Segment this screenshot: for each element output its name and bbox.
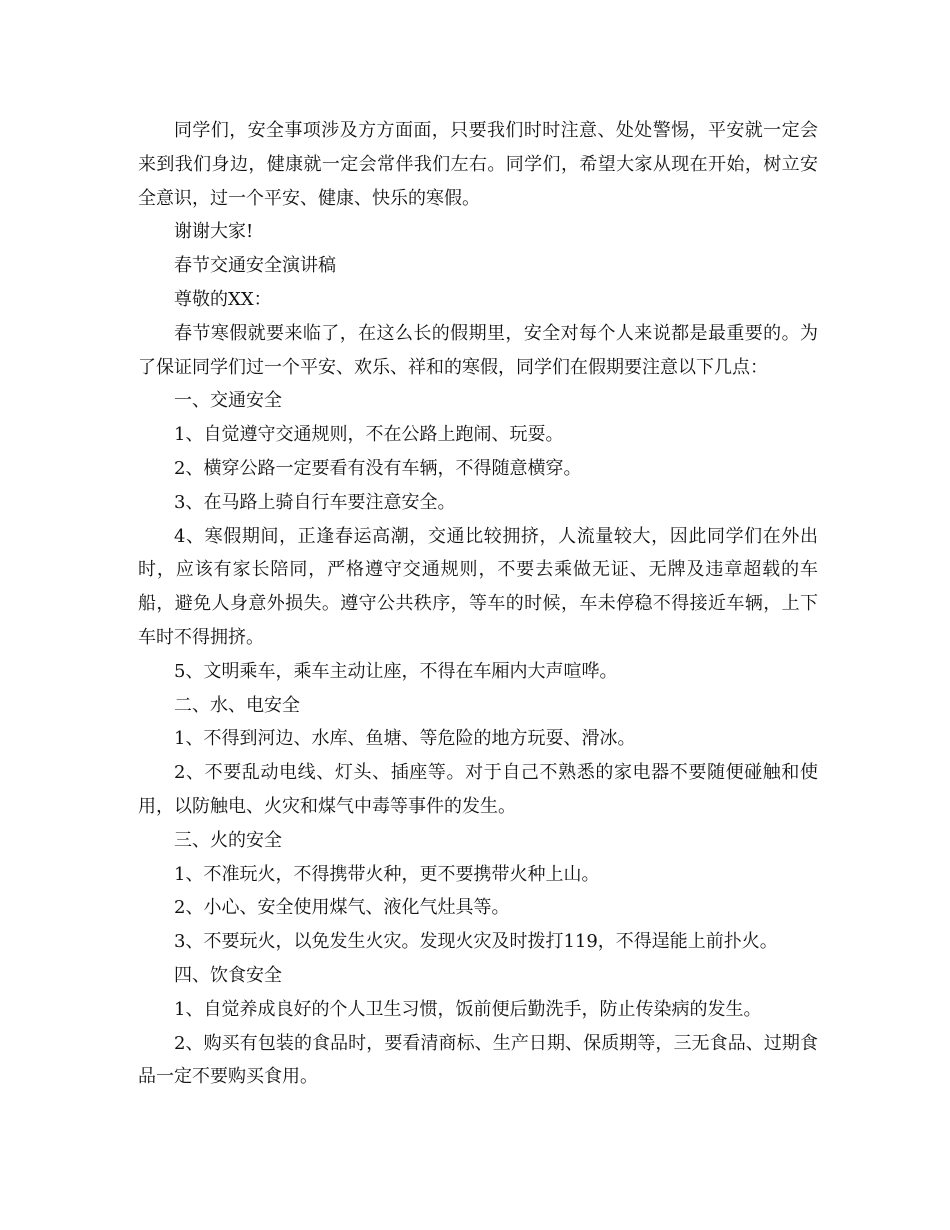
list-item: 2、小心、安全使用煤气、液化气灶具等。 [174, 897, 510, 919]
document-body [138, 114, 818, 1094]
section-heading-water-electric: 二、水、电安全 [174, 694, 300, 716]
list-item: 1、不准玩火，不得携带火种，更不要携带火种上山。 [174, 863, 600, 885]
list-item: 1、自觉遵守交通规则，不在公路上跑闹、玩耍。 [174, 424, 564, 446]
paragraph-thanks: 谢谢大家! [174, 221, 254, 243]
paragraph-intro: 春节寒假就要来临了，在这么长的假期里，安全对每个人来说都是最重要的。为了保证同学们过一个平安、欢乐、祥和的寒假，同学们在假期要注意以下几点： [138, 322, 818, 378]
list-item: 2、购买有包装的食品时，要看清商标、生产日期、保质期等，三无食品、过期食品一定不要购买食用。 [138, 1032, 818, 1088]
list-item: 3、在马路上骑自行车要注意安全。 [174, 491, 456, 513]
section-heading-fire: 三、火的安全 [174, 829, 282, 851]
list-item: 2、不要乱动电线、灯头、插座等。对于自己不熟悉的家电器不要随便碰触和使用，以防触电、火灾和煤气中毒等事件的发生。 [138, 762, 818, 817]
list-item: 1、自觉养成良好的个人卫生习惯，饭前便后勤洗手，防止传染病的发生。 [174, 998, 762, 1020]
list-item: 2、横穿公路一定要看有没有车辆，不得随意横穿。 [174, 457, 582, 479]
speech-title: 春节交通安全演讲稿 [174, 255, 336, 277]
list-item: 3、不要玩火，以免发生火灾。发现火灾及时拨打119，不得逞能上前扑火。 [174, 931, 778, 953]
section-heading-food: 四、饮食安全 [174, 964, 282, 986]
salutation: 尊敬的XX： [174, 288, 272, 310]
list-item: 5、文明乘车，乘车主动让座，不得在车厢内大声喧哗。 [174, 660, 618, 682]
section-heading-traffic: 一、交通安全 [174, 390, 282, 412]
list-item: 1、不得到河边、水库、鱼塘、等危险的地方玩耍、滑冰。 [174, 728, 636, 750]
list-item: 4、寒假期间，正逢春运高潮，交通比较拥挤，人流量较大，因此同学们在外出时，应该有家长陪同，严格遵守交通规则，不要去乘做无证、无牌及违章超载的车船，避免人身意外损失。遵守公共秩序，等车的时候，车未停稳不得接近车辆，上下车时不得拥挤。 [138, 525, 818, 648]
paragraph-closing-remarks: 同学们，安全事项涉及方方面面，只要我们时时注意、处处警惕，平安就一定会来到我们身边，健康就一定会常伴我们左右。同学们，希望大家从现在开始，树立安全意识，过一个平安、健康、快乐的寒假。 [138, 120, 818, 209]
